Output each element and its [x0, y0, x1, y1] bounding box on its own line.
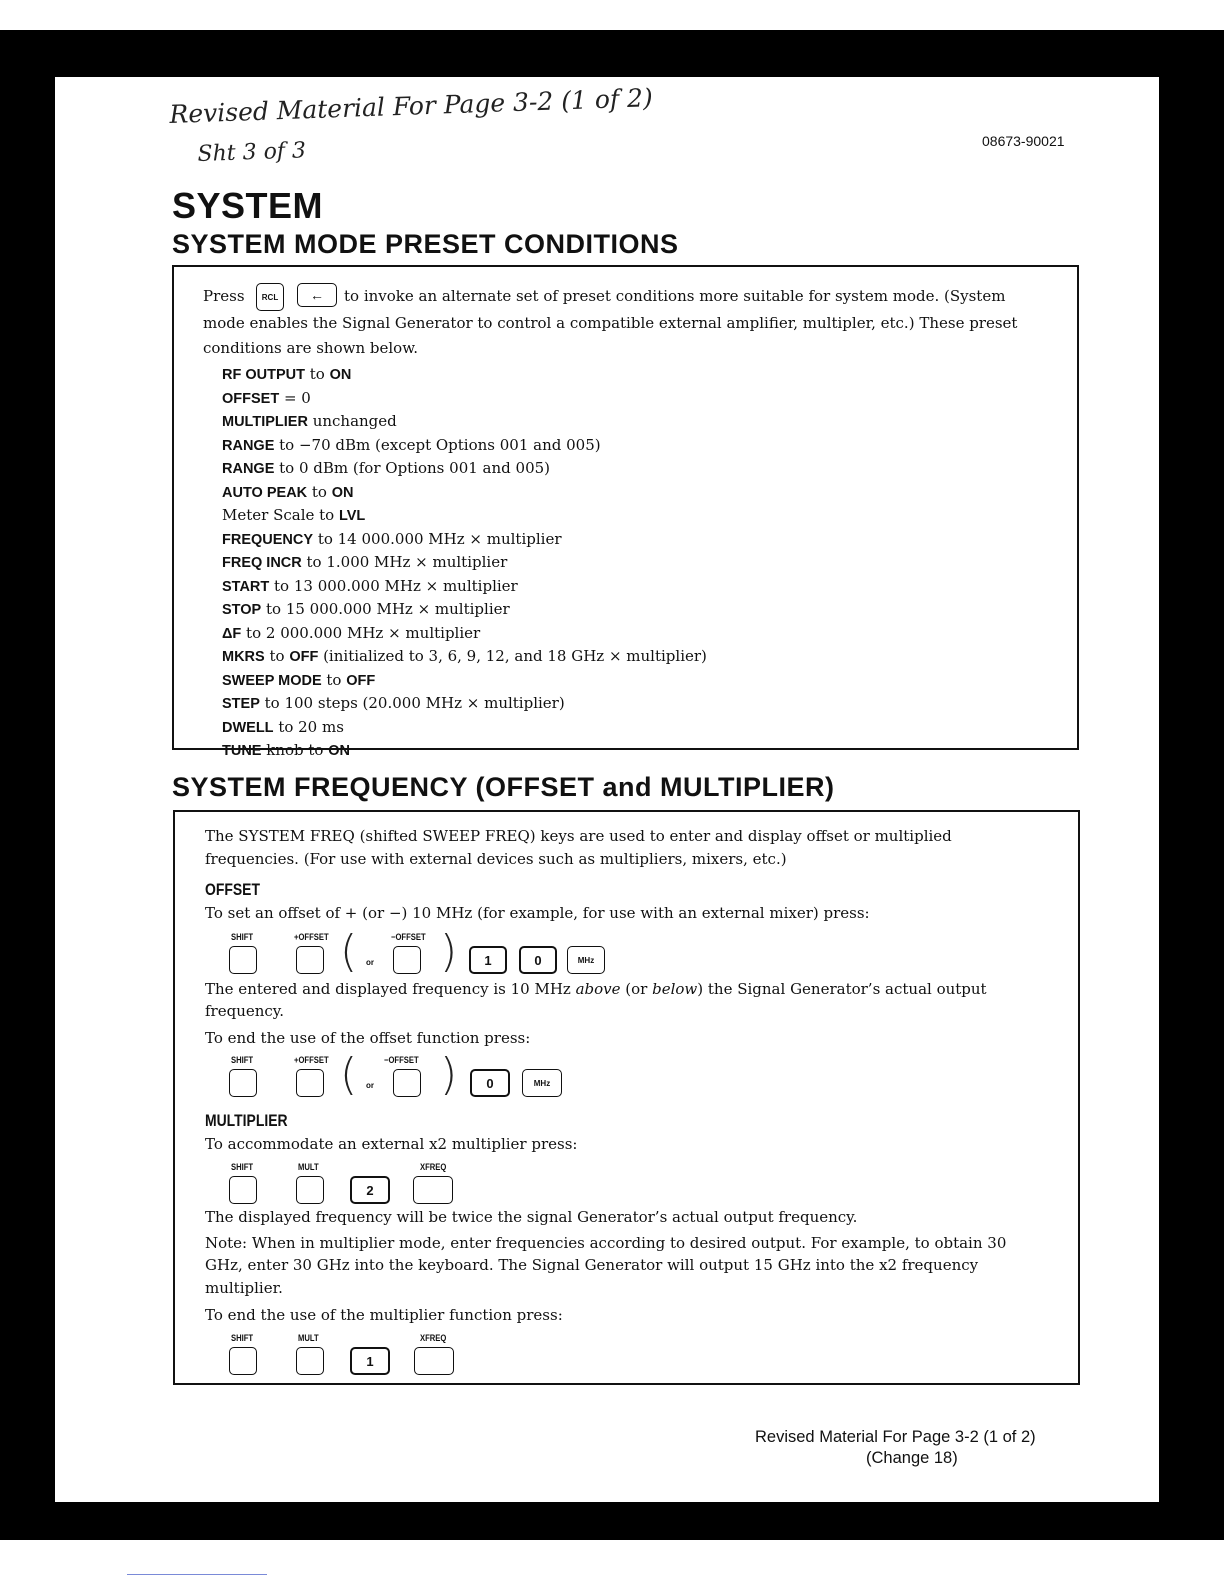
preset-item: DWELL to 20 ms [222, 717, 344, 736]
minus-offset-key [393, 1069, 421, 1097]
open-paren-icon: ( [340, 1049, 358, 1100]
mult-key-label: MULT [298, 1162, 319, 1172]
preset-item: RF OUTPUT to ON [222, 365, 352, 383]
multiplier-note-line3: multiplier. [205, 1279, 283, 1297]
frequency-box [173, 810, 1080, 1385]
preset-intro-line3: conditions are shown below. [203, 339, 419, 357]
preset-section-heading: SYSTEM MODE PRESET CONDITIONS [172, 229, 679, 259]
preset-item: OFFSET = 0 [222, 388, 311, 407]
multiplier-note-line2: GHz, enter 30 GHz into the keyboard. The Signal Generator will output 15 GHz into the x2 frequency [205, 1256, 979, 1274]
or-label: or [366, 1081, 374, 1090]
entered-line2: frequency. [205, 1002, 285, 1020]
shift-key [229, 946, 257, 974]
shift-key [229, 1347, 257, 1375]
freq-intro-line1: The SYSTEM FREQ (shifted SWEEP FREQ) keys are used to enter and display offset or multiplied [205, 827, 952, 845]
preset-item: TUNE knob to ON [222, 741, 350, 759]
offset-end-text: To end the use of the offset function press: [205, 1029, 531, 1047]
mult-key [296, 1176, 324, 1204]
multiplier-heading: MULTIPLIER [205, 1111, 288, 1130]
multiplier-accommodate-text: To accommodate an external x2 multiplier press: [205, 1135, 578, 1153]
preset-item: Meter Scale to LVL [222, 506, 366, 524]
xfreq-key [414, 1347, 454, 1375]
preset-intro-line1 [203, 284, 245, 309]
preset-item: MKRS to OFF (initialized to 3, 6, 9, 12, and 18 GHz × multiplier) [222, 647, 707, 665]
xfreq-key [413, 1176, 453, 1204]
document-number: 08673-90021 [982, 133, 1065, 149]
footer-change-number: (Change 18) [866, 1449, 958, 1467]
footer-revised-material: Revised Material For Page 3-2 (1 of 2) [755, 1428, 1036, 1446]
preset-item: FREQ INCR to 1.000 MHz × multiplier [222, 553, 508, 571]
plus-offset-key [296, 1069, 324, 1097]
freq-intro-line2: frequencies. (For use with external devices such as multipliers, mixers, etc.) [205, 850, 787, 868]
multiplier-displayed-text: The displayed frequency will be twice the signal Generator’s actual output frequency. [205, 1208, 858, 1226]
entered-line1: The entered and displayed frequency is 10 MHz above (or below) the Signal Generator’s actual output [205, 980, 987, 998]
zero-key: 0 [519, 946, 557, 974]
plus-offset-key [296, 946, 324, 974]
offset-heading: OFFSET [205, 880, 260, 899]
minus-offset-key [393, 946, 421, 974]
close-paren-icon: ) [440, 926, 458, 977]
plus-offset-key-label: +OFFSET [294, 1055, 329, 1065]
shift-key-label: SHIFT [231, 1162, 254, 1172]
shift-key [229, 1069, 257, 1097]
minus-offset-key-label: −OFFSET [384, 1055, 419, 1065]
shift-key-label: SHIFT [231, 1333, 254, 1343]
one-key: 1 [469, 946, 507, 974]
multiplier-end-text: To end the use of the multiplier function press: [205, 1306, 563, 1324]
rcl-key: RCL [256, 283, 284, 311]
preset-item: AUTO PEAK to ON [222, 482, 354, 501]
handwritten-note-line1: Revised Material For Page 3-2 (1 of 2) [168, 83, 654, 129]
preset-item: FREQUENCY to 14 000.000 MHz × multiplier [222, 529, 562, 548]
mult-key [296, 1347, 324, 1375]
preset-item: STOP to 15 000.000 MHz × multiplier [222, 600, 510, 618]
preset-item: STEP to 100 steps (20.000 MHz × multiplier) [222, 694, 565, 712]
page-title: SYSTEM [172, 185, 324, 226]
preset-intro-line1-text: to invoke an alternate set of preset conditions more suitable for system mode. (System [344, 287, 1006, 305]
mult-key-label: MULT [298, 1333, 319, 1343]
xfreq-key-label: XFREQ [420, 1333, 447, 1343]
frequency-section-heading: SYSTEM FREQUENCY (OFFSET and MULTIPLIER) [172, 772, 835, 802]
scan-rule [127, 1574, 267, 1575]
press-label: Press [203, 287, 245, 305]
one-key: 1 [350, 1347, 390, 1375]
preset-item: ΔF to 2 000.000 MHz × multiplier [222, 623, 481, 642]
preset-item: RANGE to −70 dBm (except Options 001 and 005) [222, 435, 601, 454]
close-paren-icon: ) [440, 1049, 458, 1100]
back-arrow-key: ← [297, 283, 337, 307]
open-paren-icon: ( [340, 926, 358, 977]
two-key: 2 [350, 1176, 390, 1204]
shift-key-label: SHIFT [231, 1055, 254, 1065]
plus-offset-key-label: +OFFSET [294, 932, 329, 942]
minus-offset-key-label: −OFFSET [391, 932, 426, 942]
preset-conditions-list [222, 363, 707, 763]
or-label: or [366, 958, 374, 967]
preset-item: SWEEP MODE to OFF [222, 670, 376, 689]
preset-item: RANGE to 0 dBm (for Options 001 and 005) [222, 459, 551, 477]
handwritten-note-line2: Sht 3 of 3 [197, 138, 307, 167]
preset-intro-line2: mode enables the Signal Generator to control a compatible external amplifier, multipler, etc.) These preset [203, 314, 1018, 332]
multiplier-note-line1: Note: When in multiplier mode, enter frequencies according to desired output. For example, to obtain 30 [205, 1234, 1007, 1252]
offset-set-text: To set an offset of + (or −) 10 MHz (for example, for use with an external mixer) press: [205, 904, 870, 922]
scan-margin-bottom [0, 1540, 1224, 1584]
mhz-key: MHz [522, 1069, 562, 1097]
mhz-key: MHz [567, 946, 605, 974]
preset-item: MULTIPLIER unchanged [222, 412, 397, 430]
xfreq-key-label: XFREQ [420, 1162, 447, 1172]
preset-item: START to 13 000.000 MHz × multiplier [222, 576, 518, 595]
zero-key: 0 [470, 1069, 510, 1097]
scan-margin-top [0, 0, 1224, 30]
shift-key-label: SHIFT [231, 932, 254, 942]
shift-key [229, 1176, 257, 1204]
